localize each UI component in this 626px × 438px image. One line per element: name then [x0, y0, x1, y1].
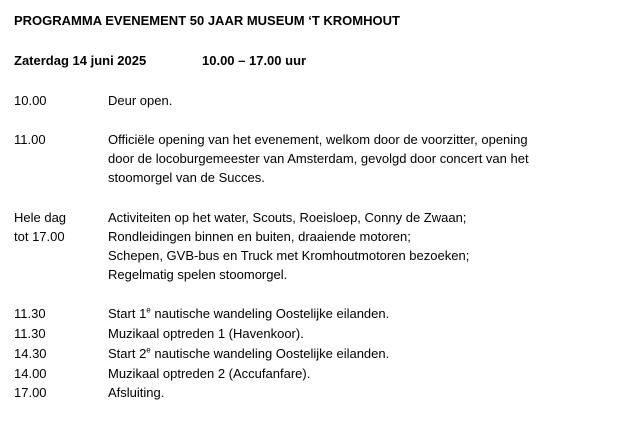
- schedule-time: 11.30: [14, 326, 46, 341]
- program-description: Officiële opening van het evenement, welkom door de voorzitter, opening: [108, 132, 528, 147]
- program-description: Activiteiten op het water, Scouts, Roeisloep, Conny de Zwaan;: [108, 210, 467, 225]
- program-time: tot 17.00: [14, 229, 65, 244]
- program-description: Deur open.: [108, 93, 173, 108]
- program-time: 11.00: [14, 132, 46, 147]
- document-title: PROGRAMMA EVENEMENT 50 JAAR MUSEUM ‘T KROMHOUT: [14, 13, 400, 28]
- schedule-item: Start 1e nautische wandeling Oostelijke eilanden.: [108, 305, 390, 321]
- schedule-item: Afsluiting.: [108, 385, 165, 400]
- event-hours: 10.00 – 17.00 uur: [202, 53, 307, 68]
- schedule-time: 17.00: [14, 385, 47, 400]
- schedule-item: Muzikaal optreden 1 (Havenkoor).: [108, 326, 304, 341]
- program-time: 10.00: [14, 93, 47, 108]
- event-date: Zaterdag 14 juni 2025: [14, 53, 147, 68]
- program-description: Regelmatig spelen stoomorgel.: [108, 267, 288, 282]
- program-description: Schepen, GVB-bus en Truck met Kromhoutmotoren bezoeken;: [108, 248, 470, 263]
- program-description: door de locoburgemeester van Amsterdam, gevolgd door concert van het: [108, 151, 529, 166]
- program-description: stoomorgel van de Succes.: [108, 170, 265, 185]
- schedule-time: 11.30: [14, 306, 46, 321]
- schedule-item: Start 2e nautische wandeling Oostelijke eilanden.: [108, 345, 390, 361]
- schedule-time: 14.30: [14, 346, 47, 361]
- schedule-item: Muzikaal optreden 2 (Accufanfare).: [108, 366, 311, 381]
- program-description: Rondleidingen binnen en buiten, draaiende motoren;: [108, 229, 411, 244]
- schedule-time: 14.00: [14, 366, 47, 381]
- program-time: Hele dag: [14, 210, 67, 225]
